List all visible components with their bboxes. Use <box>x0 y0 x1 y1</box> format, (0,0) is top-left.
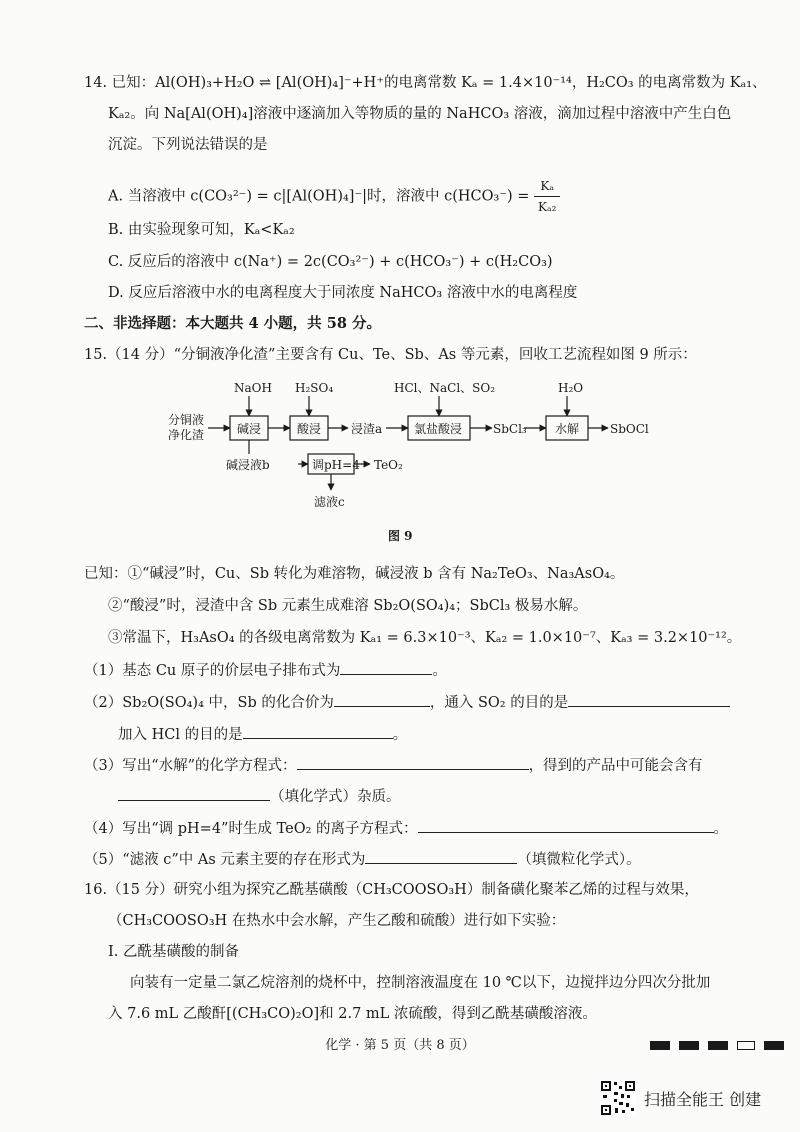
q16-para-2: 入 7.6 mL 乙酸酐[(CH₃CO)₂O]和 2.7 mL 浓硫酸，得到乙酰基磺酸溶液。 <box>108 1006 597 1022</box>
q14-option-a <box>108 176 560 217</box>
fraction <box>534 176 560 217</box>
alignment-mark <box>764 1041 784 1050</box>
q15-sub2-cont <box>118 724 407 745</box>
q15-sub4 <box>84 818 728 839</box>
q15-sub3-text-c: （填化学式）杂质。 <box>270 789 401 805</box>
page-footer: 化学 · 第 5 页（共 8 页） <box>325 1038 475 1053</box>
label-residue-a: 浸渣a <box>351 422 383 436</box>
answer-blank[interactable] <box>118 786 270 801</box>
q15-sub2 <box>84 692 730 713</box>
q15-sub2-end: 。 <box>392 727 408 743</box>
section-heading: 二、非选择题：本大题共 4 小题，共 58 分。 <box>84 315 381 332</box>
q15-sub5-text-a: （5）“滤液 c”中 As 元素主要的存在形式为 <box>84 852 366 868</box>
q14-option-b: B. 由实验现象可知，Kₐ<Kₐ₂ <box>108 222 295 238</box>
q15-sub2-text-b: ，通入 SO₂ 的目的是 <box>429 695 569 711</box>
flow-svg <box>150 372 660 522</box>
label-start-2: 净化渣 <box>168 428 205 442</box>
q14-line1: 14. 已知：Al(OH)₃+H₂O ⇌ [Al(OH)₄]⁻+H⁺的电离常数 Kₐ = 1.4×10⁻¹⁴，H₂CO₃ 的电离常数为 Kₐ₁、 <box>84 75 767 91</box>
label-filtrate-c: 滤液c <box>314 495 345 509</box>
q15-sub3-text-a: （3）写出“水解”的化学方程式： <box>84 758 297 774</box>
alignment-mark <box>650 1041 670 1050</box>
q14-option-d: D. 反应后溶液中水的电离程度大于同浓度 NaHCO₃ 溶液中水的电离程度 <box>108 285 578 301</box>
label-h2so4: H₂SO₄ <box>295 381 334 395</box>
q15-sub1 <box>84 660 447 681</box>
qr-code-icon <box>600 1080 636 1116</box>
q16-para-1: 向装有一定量二氯乙烷溶剂的烧杯中，控制溶液温度在 10 ℃以下，边搅拌边分四次分批加 <box>130 975 711 991</box>
q14-option-c: C. 反应后的溶液中 c(Na⁺) = 2c(CO₃²⁻) + c(HCO₃⁻) + c(H₂CO₃) <box>108 254 553 270</box>
q16-line2: （CH₃COOSO₃H 在热水中会水解，产生乙酸和硫酸）进行如下实验： <box>108 913 566 929</box>
q15-sub3 <box>84 755 703 776</box>
q16-line1: 16.（15 分）研究小组为探究乙酰基磺酸（CH₃COOSO₃H）制备磺化聚苯乙烯的过程与效果， <box>84 882 699 898</box>
label-naoh: NaOH <box>234 381 272 395</box>
q15-sub4-end: 。 <box>713 821 729 837</box>
label-adjust-ph: 调pH=4 <box>312 458 360 472</box>
q16-subheading: Ⅰ. 乙酰基磺酸的制备 <box>108 944 239 960</box>
q15-sub3-text-b: ，得到的产品中可能会含有 <box>528 758 703 774</box>
answer-blank[interactable] <box>334 692 430 707</box>
q14-option-a-text: A. 当溶液中 c(CO₃²⁻) = c|[Al(OH)₄]⁻|时，溶液中 c(HCO₃⁻) = <box>108 188 530 205</box>
q15-intro: 15.（14 分）“分铜液净化渣”主要含有 Cu、Te、Sb、As 等元素，回收工艺流程如图 9 所示： <box>84 347 697 363</box>
fraction-numerator: Kₐ <box>534 176 560 197</box>
q14-line3: 沉淀。下列说法错误的是 <box>108 137 268 153</box>
label-acid-leach: 酸浸 <box>297 422 322 436</box>
label-hydrolysis: 水解 <box>555 422 580 436</box>
label-h2o: H₂O <box>558 381 584 395</box>
figure-caption: 图 9 <box>388 529 413 543</box>
answer-blank[interactable] <box>418 818 714 833</box>
q15-sub1-end: 。 <box>432 663 447 679</box>
answer-blank[interactable] <box>297 755 529 770</box>
answer-blank[interactable] <box>568 692 730 707</box>
q15-sub3-cont <box>118 786 401 807</box>
alignment-mark-hollow <box>737 1041 755 1050</box>
label-alkali-leach: 碱浸 <box>237 422 262 436</box>
q15-sub5 <box>84 849 641 870</box>
alignment-marks <box>650 1038 793 1054</box>
q15-sub4-text: （4）写出“调 pH=4”时生成 TeO₂ 的离子方程式： <box>84 821 418 837</box>
alignment-mark <box>708 1041 728 1050</box>
label-leachate-b: 碱浸液b <box>226 458 270 472</box>
q15-known-3: ③常温下，H₃AsO₄ 的各级电离常数为 Kₐ₁ = 6.3×10⁻³、Kₐ₂ = 1.0×10⁻⁷、Kₐ₃ = 3.2×10⁻¹²。 <box>108 630 742 646</box>
q15-known-2: ②“酸浸”时，浸渣中含 Sb 元素生成难溶 Sb₂O(SO₄)₄；SbCl₃ 极易水解。 <box>108 598 588 614</box>
scanner-brand-text: 扫描全能王 创建 <box>644 1089 762 1109</box>
scanner-watermark <box>600 1080 761 1116</box>
answer-blank[interactable] <box>365 849 517 864</box>
q15-known-1: 已知：①“碱浸”时，Cu、Sb 转化为难溶物，碱浸液 b 含有 Na₂TeO₃、Na₃AsO₄。 <box>84 566 625 582</box>
label-sbcl3: SbCl₃ <box>493 422 527 436</box>
process-flow-diagram <box>150 372 660 522</box>
label-chloride-leach: 氯盐酸浸 <box>414 422 463 436</box>
fraction-denominator: Kₐ₂ <box>538 200 557 214</box>
alignment-mark <box>679 1041 699 1050</box>
q14-line2: Kₐ₂。向 Na[Al(OH)₄]溶液中逐滴加入等物质的量的 NaHCO₃ 溶液，滴加过程中溶液中产生白色 <box>108 106 732 122</box>
label-teo2: TeO₂ <box>374 458 403 472</box>
answer-blank[interactable] <box>243 724 393 739</box>
label-chloride-reagents: HCl、NaCl、SO₂ <box>394 381 496 395</box>
q15-sub2-text-c: 加入 HCl 的目的是 <box>118 727 243 743</box>
label-sbocl: SbOCl <box>610 422 649 436</box>
q15-sub1-text: （1）基态 Cu 原子的价层电子排布式为 <box>84 663 341 679</box>
q15-sub2-text-a: （2）Sb₂O(SO₄)₄ 中，Sb 的化合价为 <box>84 695 334 711</box>
label-start-1: 分铜液 <box>168 413 205 427</box>
answer-blank[interactable] <box>340 660 432 675</box>
q15-sub5-text-b: （填微粒化学式）。 <box>517 852 641 868</box>
